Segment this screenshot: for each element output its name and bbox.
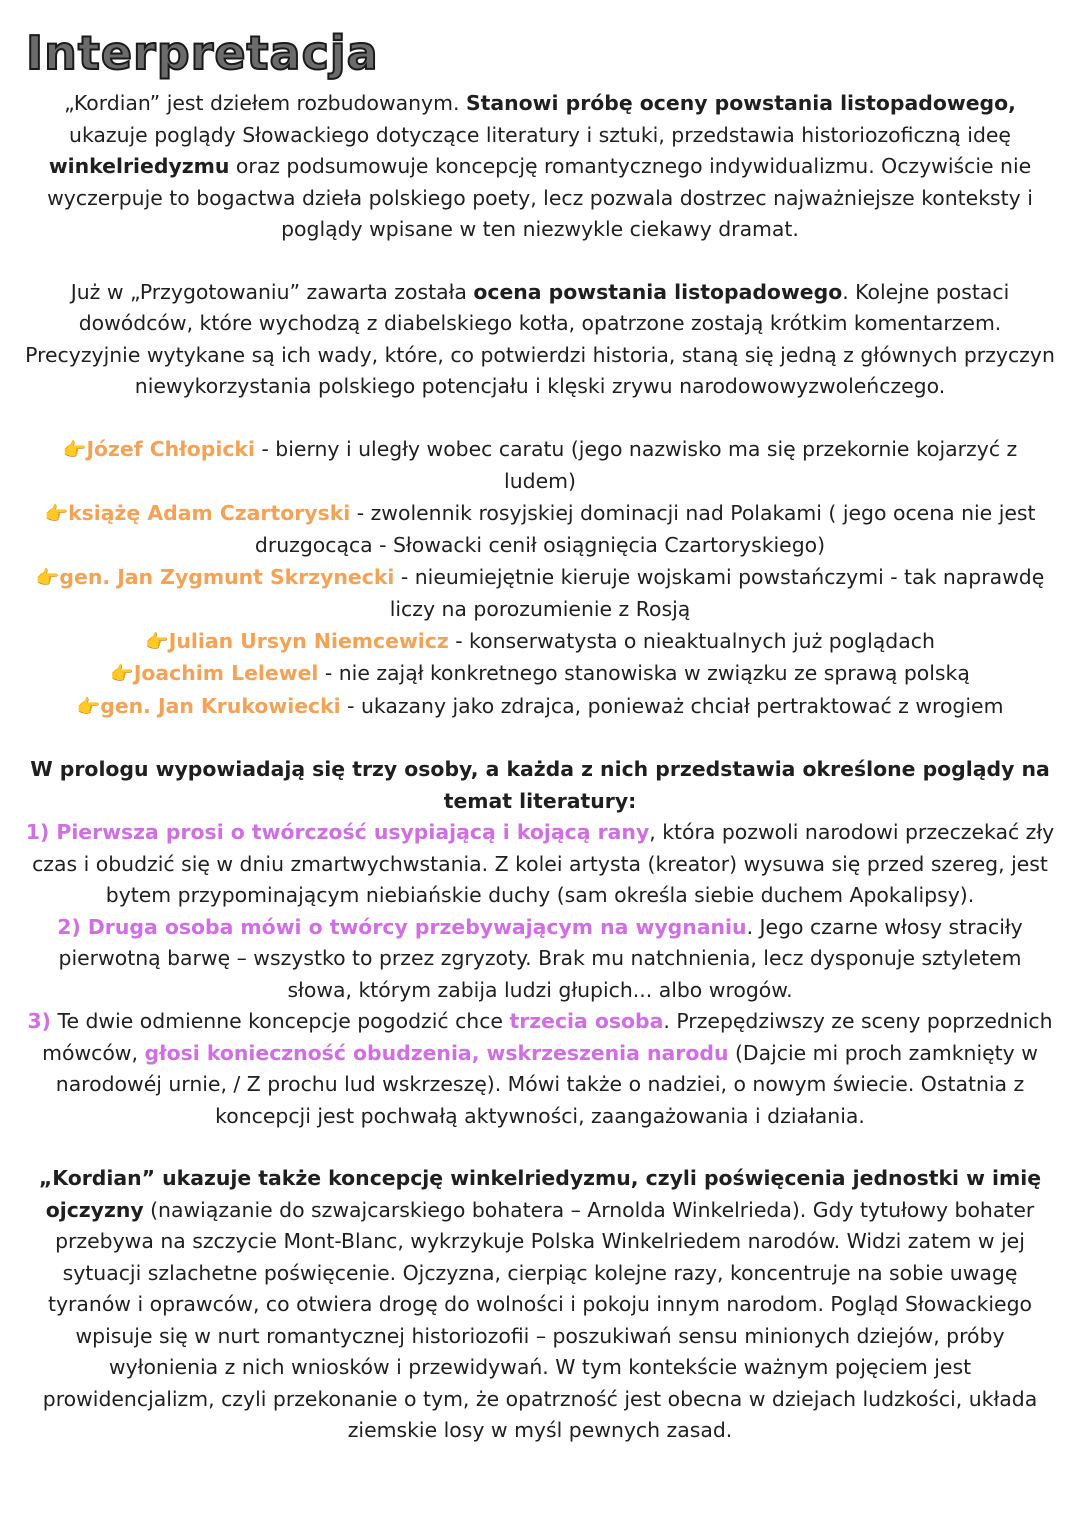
prep-bold-1: ocena powstania listopadowego: [473, 279, 843, 304]
commander-name: Józef Chłopicki: [86, 436, 255, 461]
speaker-2-label: 2) Druga osoba mówi o twórcy przebywającym na wygnaniu: [57, 914, 747, 939]
commander-name: Joachim Lelewel: [133, 661, 319, 685]
intro-text-2: ukazuje poglądy Słowackiego dotyczące literatury i sztuki, przedstawia historiozoficzną ideę: [69, 122, 1011, 147]
speaker-2-text: . Jego czarne włosy straciły pierwotną barwę – wszystko to przez zgryzoty. Brak mu natchnienia, lecz dysponuje sztyletem słowa, którym zabija ludzi głupich... albo wrogów.: [58, 914, 1023, 1002]
commander-name: gen. Jan Krukowiecki: [100, 693, 341, 718]
intro-text-1: „Kordian” jest dziełem rozbudowanym.: [64, 91, 466, 115]
intro-bold-2: winkelriedyzmu: [48, 154, 230, 178]
commander-name: Julian Ursyn Niemcewicz: [168, 628, 449, 653]
winkelriedism-paragraph: [24, 1163, 1056, 1447]
list-item: [24, 658, 1056, 691]
intro-text-3: oraz podsumowuje koncepcję romantycznego indywidualizmu. Oczywiście nie wyczerpuje to bogactwa dzieła polskiego poety, lecz pozwala dostrzec najważniejsze konteksty i poglądy wpisane w ten niezwykle ciekawy dramat.: [47, 154, 1033, 241]
intro-paragraph: [24, 88, 1056, 246]
commander-desc: - nie zajął konkretnego stanowiska w związku ze sprawą polską: [318, 661, 970, 685]
commander-name: gen. Jan Zygmunt Skrzynecki: [59, 564, 395, 589]
prolog-speaker-3: [24, 1006, 1056, 1132]
commander-desc: - nieumiejętnie kieruje wojskami powstańczymi - tak naprawdę liczy na porozumienie z Rosją: [389, 564, 1045, 621]
prolog-heading: W prologu wypowiadają się trzy osoby, a każda z nich przedstawia określone poglądy na temat literatury:: [30, 757, 1050, 813]
preparation-paragraph: [24, 277, 1056, 403]
prolog-section: [24, 754, 1056, 1132]
commander-name: książę Adam Czartoryski: [68, 500, 351, 525]
commander-desc: - bierny i uległy wobec caratu (jego nazwisko ma się przekornie kojarzyć z ludem): [254, 436, 1018, 493]
list-item: [24, 498, 1056, 562]
speaker-3-number: 3): [27, 1009, 51, 1033]
pointing-hand-icon: 👉: [35, 566, 60, 589]
commander-desc: - ukazany jako zdrajca, ponieważ chciał pertraktować z wrogiem: [340, 693, 1004, 718]
winkelriedism-bold: „Kordian” ukazuje także koncepcję winkelriedyzmu, czyli poświęcenia jednostki w imię ojczyzny: [38, 1166, 1042, 1222]
prep-text-1: Już w „Przygotowaniu” zawarta została: [70, 279, 474, 304]
winkelriedism-text: (nawiązanie do szwajcarskiego bohatera – Arnolda Winkelrieda). Gdy tytułowy bohater przebywa na szczycie Mont-Blanc, wykrzykuje Polska Winkelriedem narodów. Widzi zatem w jej sytuacji szlachetne poświęcenie. Ojczyzna, cierpiąc kolejne razy, koncentruje na sobie uwagę tyranów i oprawców, co otwiera drogę do wolności i pokoju innym narodom. Pogląd Słowackiego wpisuje się w nurt romantycznej historiozofii – poszukiwań sensu minionych dziejów, próby wyłonienia z nich wniosków i przewidywań. W tym kontekście ważnym pojęciem jest prowidencjalizm, czyli przekonanie o tym, że opatrzność jest obecna w dziejach ludzkości, układa ziemskie losy w myśl pewnych zasad.: [42, 1197, 1038, 1442]
speaker-3-text-2: . Przepędziwszy ze sceny poprzednich mówców,: [42, 1009, 1053, 1065]
commander-desc: - konserwatysta o nieaktualnych już poglądach: [448, 628, 935, 653]
list-item: [24, 626, 1056, 659]
list-item: [24, 691, 1056, 724]
list-item: [24, 434, 1056, 498]
prep-text-2: . Kolejne postaci dowódców, które wychodzą z diabelskiego kotła, opatrzone zostają krótkim komentarzem. Precyzyjnie wytykane są ich wady, które, co potwierdzi historia, staną się jedną z głównych przyczyn niewykorzystania polskiego potencjału i klęski zrywu narodowowyzwoleńczego.: [25, 279, 1055, 398]
speaker-3-text-3: (Dajcie mi proch zamknięty w narodowéj urnie, / Z prochu lud wskrzeszę). Mówi także o nadziei, o nowym świecie. Ostatnia z koncepcji jest pochwałą aktywności, zaangażowania i działania.: [55, 1040, 1038, 1128]
pointing-hand-icon: 👉: [110, 663, 134, 685]
pointing-hand-icon: 👉: [62, 438, 87, 461]
pointing-hand-icon: 👉: [145, 630, 169, 653]
speaker-1-label: 1) Pierwsza prosi o twórczość usypiającą i kojącą rany: [25, 820, 650, 844]
prolog-speaker-1: [24, 817, 1056, 912]
speaker-1-text: , która pozwoli narodowi przeczekać zły czas i obudzić się w dniu zmartwychwstania. Z kolei artysta (kreator) wysuwa się przed szereg, jest bytem przypominającym niebiańskie duchy (sam określa siebie duchem Apokalipsy).: [32, 820, 1055, 907]
page-title: Interpretacja: [26, 26, 379, 80]
pointing-hand-icon: 👉: [44, 502, 69, 525]
commanders-list: [24, 434, 1056, 724]
list-item: [24, 562, 1056, 626]
speaker-3-highlight-1: trzecia osoba: [509, 1009, 664, 1033]
intro-bold-1: Stanowi próbę oceny powstania listopadowego,: [465, 91, 1016, 115]
prolog-speaker-2: [24, 912, 1056, 1007]
commander-desc: - zwolennik rosyjskiej dominacji nad Polakami ( jego ocena nie jest druzgocąca - Słowacki cenił osiągnięcia Czartoryskiego): [254, 500, 1036, 557]
speaker-3-text-1: Te dwie odmienne koncepcje pogodzić chce: [50, 1009, 510, 1033]
pointing-hand-icon: 👉: [76, 695, 101, 718]
speaker-3-highlight-2: głosi konieczność obudzenia, wskrzeszenia narodu: [144, 1040, 729, 1065]
